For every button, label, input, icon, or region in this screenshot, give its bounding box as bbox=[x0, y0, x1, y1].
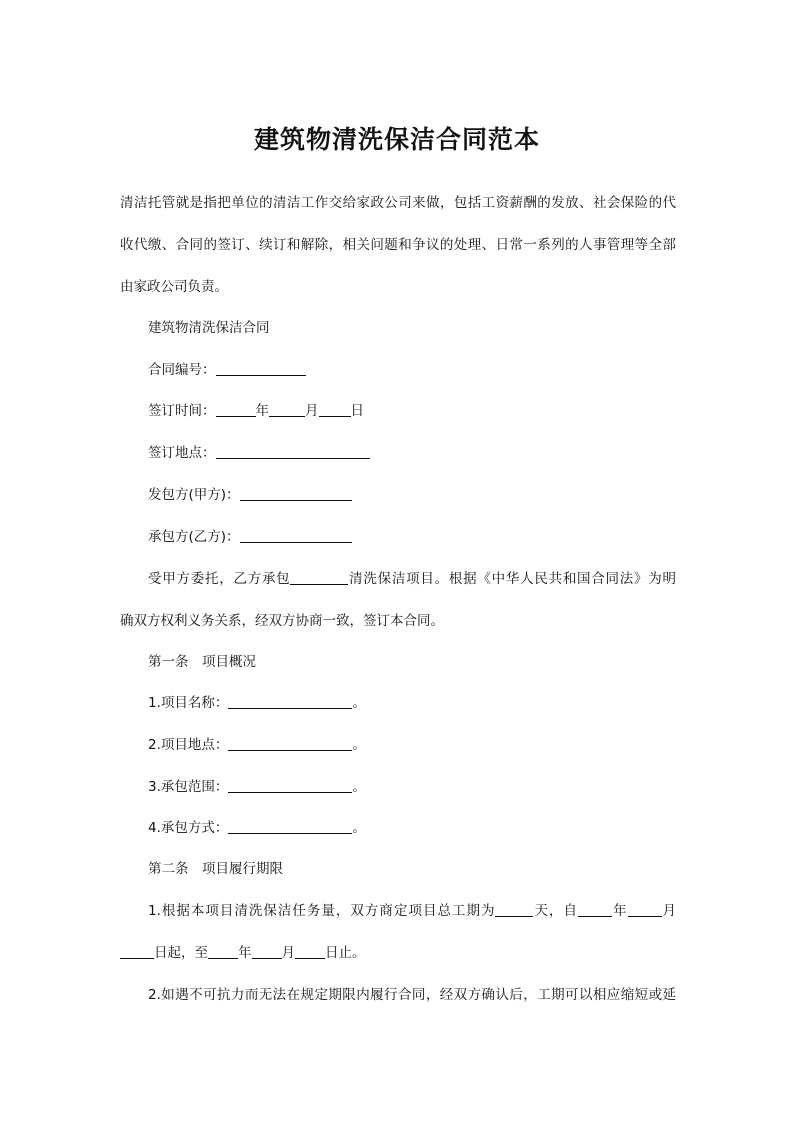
contract-number-row bbox=[148, 360, 306, 380]
sign-date-label: 签订时间： bbox=[148, 403, 216, 419]
party-b-blank[interactable] bbox=[240, 528, 352, 543]
days-blank[interactable] bbox=[495, 902, 533, 917]
party-a-blank[interactable] bbox=[240, 486, 352, 501]
start-month-label: 月 bbox=[661, 903, 677, 919]
article-2-heading: 第二条 项目履行期限 bbox=[148, 861, 283, 877]
end-month-label: 月 bbox=[281, 945, 295, 961]
item-1-end: 。 bbox=[352, 695, 366, 711]
end-day-blank[interactable] bbox=[295, 944, 325, 959]
contract-heading: 建筑物清洗保洁合同 bbox=[148, 320, 270, 336]
commission-line-1 bbox=[148, 569, 676, 589]
item-1-label: 1.项目名称： bbox=[148, 695, 229, 711]
month-label: 月 bbox=[305, 403, 319, 419]
end-year-label: 年 bbox=[238, 945, 252, 961]
duration-text: 1.根据本项目清洗保洁任务量，双方商定项目总工期为 bbox=[148, 903, 496, 919]
article-2-item-1-line-1 bbox=[148, 901, 676, 921]
party-a-label: 发包方(甲方)： bbox=[148, 487, 240, 503]
day-label: 日 bbox=[350, 403, 364, 419]
sign-place-label: 签订地点： bbox=[148, 445, 216, 461]
intro-line-2: 收代缴、合同的签订、续订和解除，相关问题和争议的处理、日常一系列的人事管理等全部 bbox=[120, 237, 676, 253]
commission-part-1: 受甲方委托，乙方承包 bbox=[148, 571, 291, 587]
contract-method-blank[interactable] bbox=[228, 819, 352, 834]
intro-line-3: 由家政公司负责。 bbox=[120, 279, 228, 295]
end-day-label: 日止。 bbox=[325, 945, 366, 961]
article-1-item-1 bbox=[148, 693, 366, 713]
party-b-label: 承包方(乙方)： bbox=[148, 529, 240, 545]
start-day-label: 日起，至 bbox=[154, 945, 208, 961]
article-1-item-4 bbox=[148, 818, 366, 838]
article-2-item-1-line-2 bbox=[120, 943, 676, 963]
item-2-label: 2.项目地点： bbox=[148, 737, 229, 753]
start-month-blank[interactable] bbox=[628, 902, 662, 917]
sign-year-blank[interactable] bbox=[216, 402, 256, 417]
commission-part-2: 清洗保洁项目。根据《中华人民共和国合同法》为明 bbox=[348, 571, 677, 587]
article-1-item-2 bbox=[148, 735, 366, 755]
project-name-field-blank[interactable] bbox=[228, 694, 352, 709]
start-year-blank[interactable] bbox=[578, 902, 612, 917]
party-b-row bbox=[148, 527, 352, 547]
commission-line-2: 确双方权利义务关系，经双方协商一致，签订本合同。 bbox=[120, 613, 444, 629]
article-1-item-3 bbox=[148, 777, 366, 797]
sign-place-row bbox=[148, 443, 370, 463]
sign-date-row bbox=[148, 401, 364, 421]
sign-place-blank[interactable] bbox=[216, 444, 370, 459]
item-4-end: 。 bbox=[352, 820, 366, 836]
project-location-blank[interactable] bbox=[228, 736, 352, 751]
end-month-blank[interactable] bbox=[252, 944, 282, 959]
contract-scope-blank[interactable] bbox=[228, 778, 352, 793]
item-2-end: 。 bbox=[352, 737, 366, 753]
article-2-item-2: 2.如遇不可抗力而无法在规定期限内履行合同，经双方确认后，工期可以相应缩短或延 bbox=[148, 987, 676, 1003]
item-3-label: 3.承包范围： bbox=[148, 779, 229, 795]
start-day-blank[interactable] bbox=[120, 944, 154, 959]
party-a-row bbox=[148, 485, 352, 505]
contract-number-label: 合同编号： bbox=[148, 362, 216, 378]
intro-line-1: 清洁托管就是指把单位的清洁工作交给家政公司来做，包括工资薪酬的发放、社会保险的代 bbox=[120, 195, 676, 211]
item-4-label: 4.承包方式： bbox=[148, 820, 229, 836]
days-from-text: 天，自 bbox=[533, 903, 578, 919]
project-name-blank[interactable] bbox=[290, 570, 348, 585]
item-3-end: 。 bbox=[352, 779, 366, 795]
contract-number-blank[interactable] bbox=[216, 361, 306, 376]
article-1-heading: 第一条 项目概况 bbox=[148, 654, 256, 670]
sign-day-blank[interactable] bbox=[319, 402, 351, 417]
sign-month-blank[interactable] bbox=[269, 402, 305, 417]
end-year-blank[interactable] bbox=[208, 944, 238, 959]
year-label: 年 bbox=[255, 403, 269, 419]
start-year-label: 年 bbox=[611, 903, 628, 919]
document-title: 建筑物清洗保洁合同范本 bbox=[253, 125, 540, 154]
